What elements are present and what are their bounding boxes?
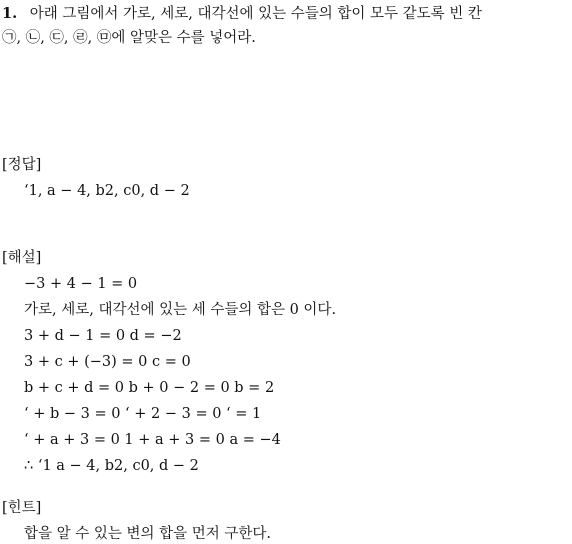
answer-text: ‘1, a − 4, b2, c0, d − 2 [24,183,190,199]
explanation-header: [해설] [2,250,42,266]
hint-header: [힌트] [2,500,42,516]
explanation-line: −3 + 4 − 1 = 0 [24,276,138,292]
answer-header: [정답] [2,157,42,173]
problem-line-1 [2,4,482,24]
explanation-line: 3 + d − 1 = 0 d = −2 [24,328,182,344]
explanation-line: 가로, 세로, 대각선에 있는 세 수들의 합은 0 이다. [24,302,337,318]
hint-text: 합을 알 수 있는 변의 합을 먼저 구한다. [24,526,271,542]
explanation-line: 3 + c + (−3) = 0 c = 0 [24,354,191,370]
explanation-line: ‘ + b − 3 = 0 ‘ + 2 − 3 = 0 ‘ = 1 [24,406,262,422]
problem-text-2: ㉠, ㉡, ㉢, ㉣, ㉤에 알맞은 수를 넣어라. [2,30,256,46]
explanation-line: b + c + d = 0 b + 0 − 2 = 0 b = 2 [24,380,275,396]
problem-number: 1. [2,5,18,22]
explanation-line: ∴ ‘1 a − 4, b2, c0, d − 2 [24,458,199,474]
problem-text-1: 아래 그림에서 가로, 세로, 대각선에 있는 수들의 합이 모두 같도록 빈 칸 [29,6,482,22]
explanation-line: ‘ + a + 3 = 0 1 + a + 3 = 0 a = −4 [24,432,281,448]
